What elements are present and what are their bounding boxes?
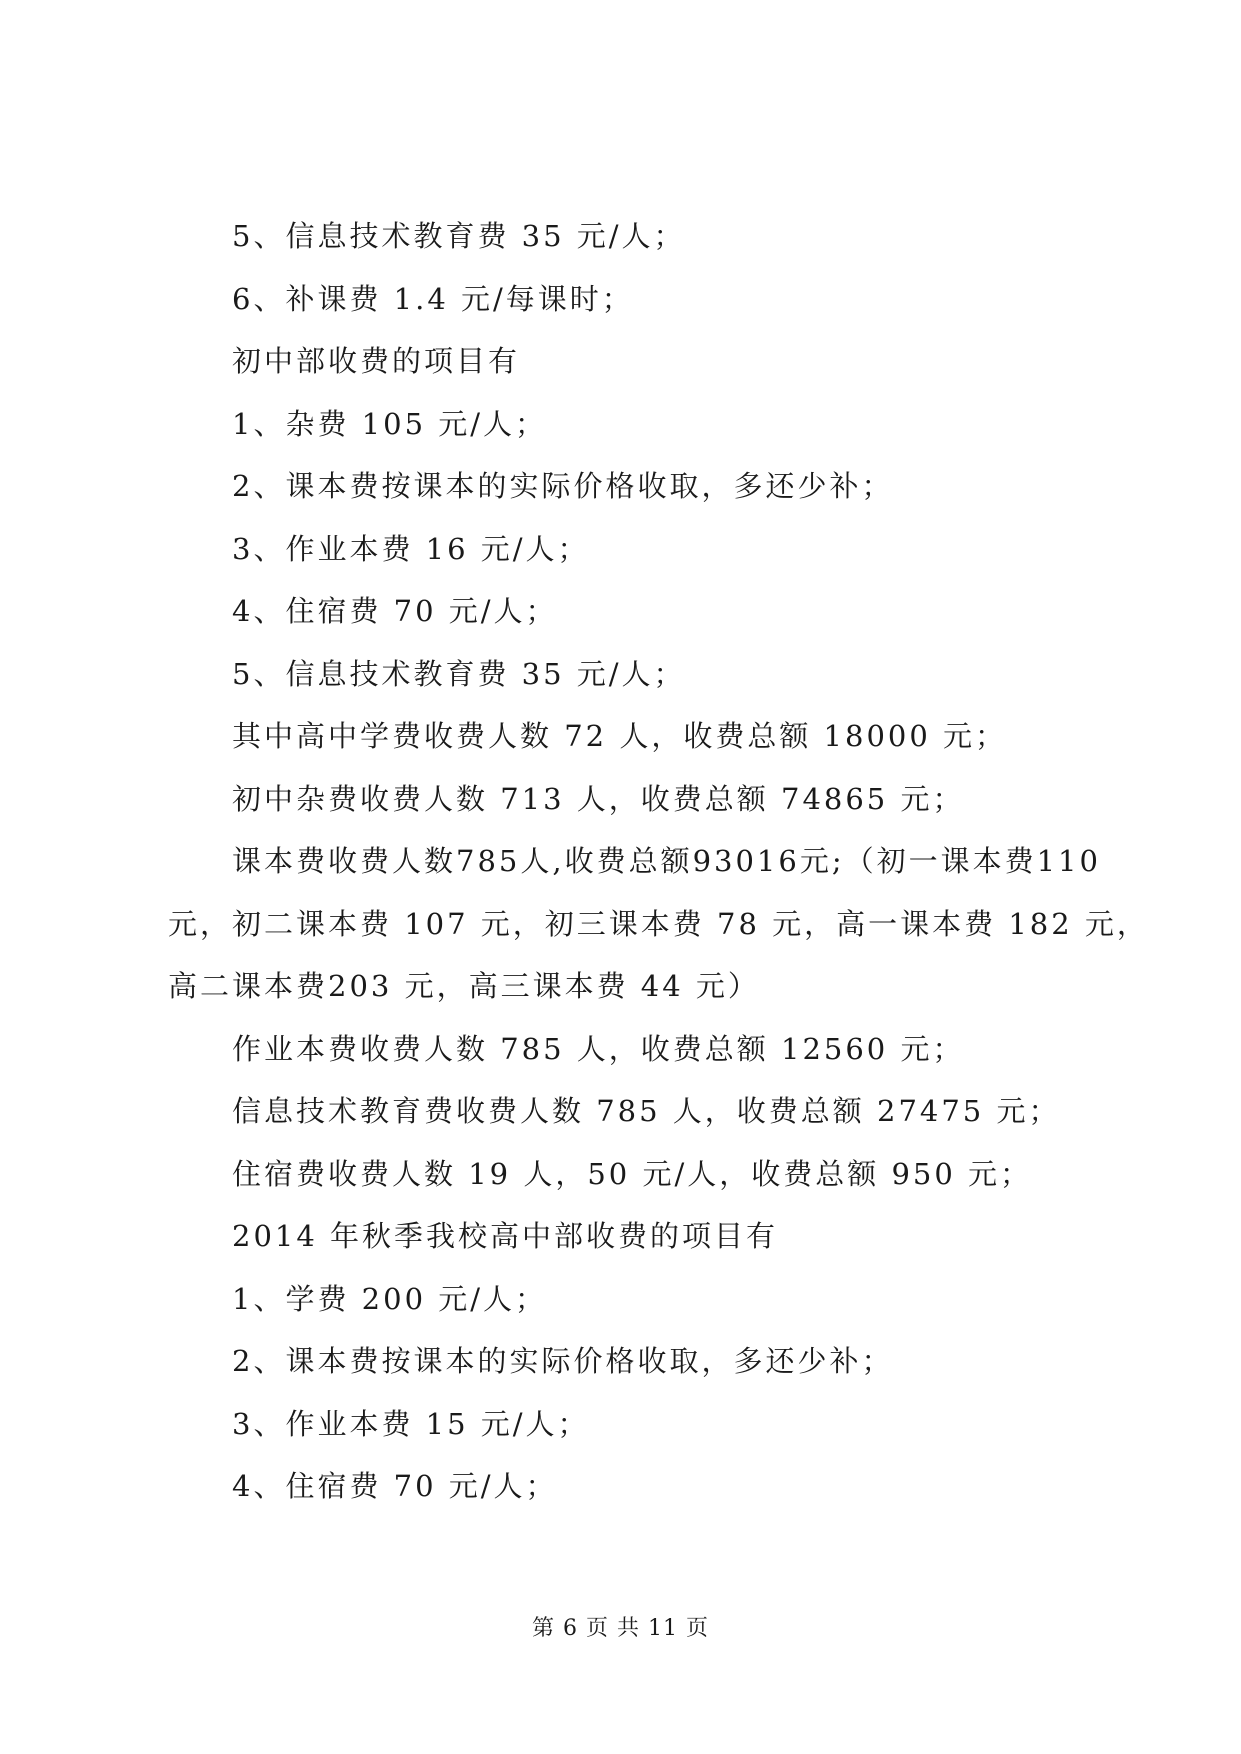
text-line: 3、作业本费 15 元/人； (232, 1406, 590, 1441)
text-line: 作业本费收费人数 785 人，收费总额 12560 元； (232, 1031, 965, 1066)
text-line: 2、课本费按课本的实际价格收取，多还少补； (232, 1344, 894, 1378)
text-line: 初中杂费收费人数 713 人，收费总额 74865 元； (232, 781, 965, 816)
text-line-continuation: 高二课本费203 元，高三课本费 44 元） (168, 969, 760, 1003)
text-line: 2、课本费按课本的实际价格收取，多还少补； (232, 469, 894, 503)
text-line: 住宿费收费人数 19 人，50 元/人，收费总额 950 元； (232, 1156, 1033, 1191)
text-line: 其中高中学费收费人数 72 人，收费总额 18000 元； (232, 719, 1008, 753)
text-line: 1、杂费 105 元/人； (232, 406, 548, 441)
text-line: 5、信息技术教育费 35 元/人； (232, 219, 686, 253)
section-heading: 2014 年秋季我校高中部收费的项目有 (232, 1219, 779, 1253)
text-line: 3、作业本费 16 元/人； (232, 531, 590, 566)
text-line: 1、学费 200 元/人； (232, 1281, 548, 1316)
text-line: 5、信息技术教育费 35 元/人； (232, 656, 686, 691)
text-line-continuation: 元，初二课本费 107 元，初三课本费 78 元，高一课本费 182 元， (168, 906, 1149, 941)
section-heading: 初中部收费的项目有 (232, 344, 521, 378)
text-line: 课本费收费人数785人,收费总额93016元;（初一课本费110 (232, 844, 1101, 878)
text-line: 信息技术教育费收费人数 785 人，收费总额 27475 元； (232, 1094, 1061, 1128)
document-body (168, 205, 1149, 1518)
text-line: 6、补课费 1.4 元/每课时； (232, 281, 634, 316)
text-line: 4、住宿费 70 元/人； (232, 594, 558, 628)
text-line: 4、住宿费 70 元/人； (232, 1469, 558, 1503)
page-number-footer: 第 6 页 共 11 页 (532, 1616, 709, 1641)
